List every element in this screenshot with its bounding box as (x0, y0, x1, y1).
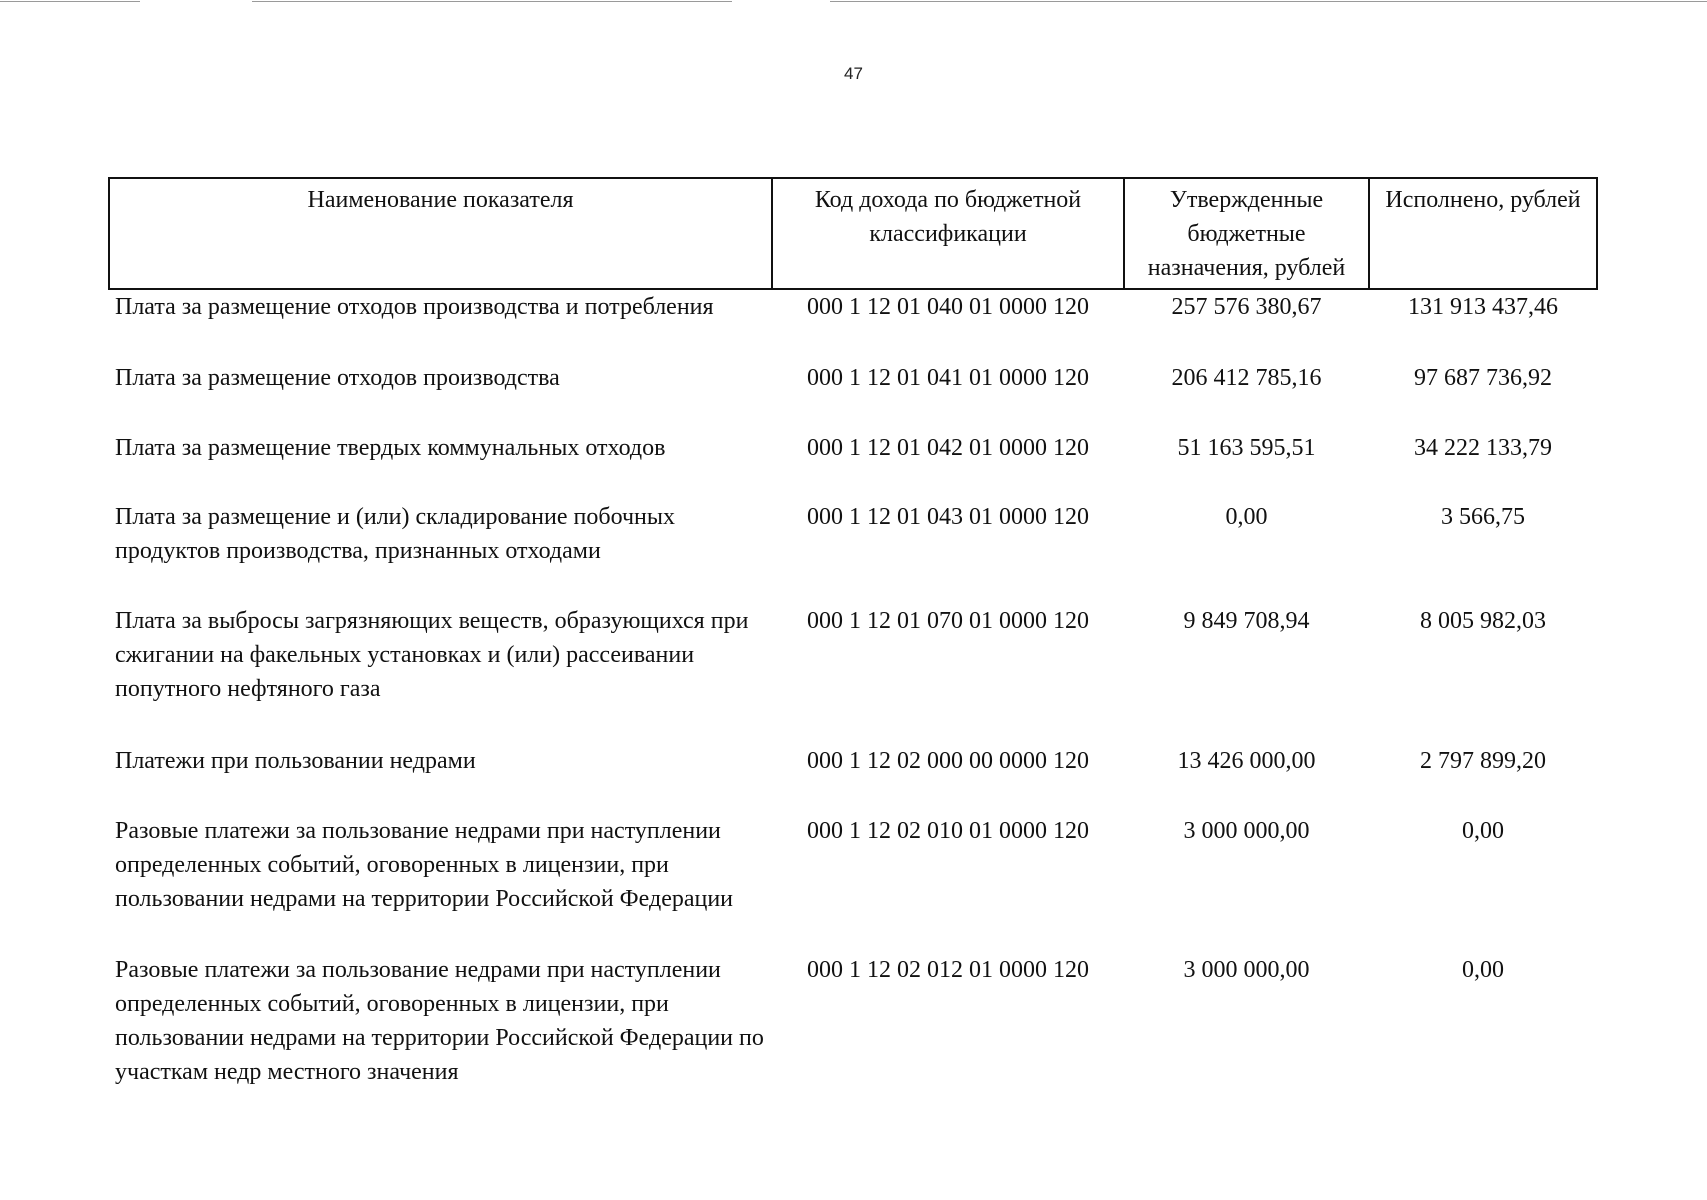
row-code: 000 1 12 01 043 01 0000 120 (807, 504, 1089, 530)
row-code: 000 1 12 01 042 01 0000 120 (807, 435, 1089, 461)
row-planned: 3 000 000,00 (1183, 957, 1310, 983)
row-planned: 206 412 785,16 (1171, 365, 1322, 391)
row-name: Платежи при пользовании недрами (115, 748, 476, 774)
table-row (109, 289, 1597, 361)
row-code: 000 1 12 02 012 01 0000 120 (807, 957, 1089, 983)
row-executed: 2 797 899,20 (1420, 748, 1546, 774)
row-executed: 8 005 982,03 (1420, 608, 1546, 634)
page-number: 47 (844, 64, 863, 83)
table-row (109, 361, 1597, 431)
table-row (109, 814, 1597, 953)
row-planned: 0,00 (1225, 504, 1268, 530)
row-code: 000 1 12 01 070 01 0000 120 (807, 608, 1089, 634)
row-name: Плата за размещение твердых коммунальных отходов (115, 435, 666, 461)
table-header (109, 178, 1597, 289)
row-planned: 13 426 000,00 (1177, 748, 1316, 774)
row-code: 000 1 12 01 040 01 0000 120 (807, 294, 1089, 320)
row-name: Разовые платежи за пользование недрами при наступлении определенных событий, оговоренных в лицензии, при пользовании недрами на территории Российской Федерации по участкам недр местного значения (115, 957, 764, 1085)
row-code: 000 1 12 02 010 01 0000 120 (807, 818, 1089, 844)
header-planned: Утвержденные бюджетные назначения, рублей (1124, 178, 1369, 289)
row-executed: 34 222 133,79 (1414, 435, 1552, 461)
row-executed: 131 913 437,46 (1408, 294, 1558, 320)
row-planned: 51 163 595,51 (1177, 435, 1316, 461)
header-executed: Исполнено, рублей (1369, 178, 1597, 289)
row-executed: 0,00 (1462, 818, 1504, 844)
scan-edge-line (830, 1, 1707, 2)
row-name: Плата за размещение и (или) складирование побочных продуктов производства, признанных отходами (115, 504, 675, 564)
table-row (109, 744, 1597, 814)
header-code: Код дохода по бюджетной классификации (772, 178, 1124, 289)
header-name: Наименование показателя (109, 178, 772, 289)
table-body (109, 289, 1597, 1123)
row-executed: 3 566,75 (1441, 504, 1525, 530)
row-planned: 257 576 380,67 (1171, 294, 1322, 320)
row-name: Плата за выбросы загрязняющих веществ, образующихся при сжигании на факельных установках и (или) рассеивании попутного нефтяного газа (115, 608, 749, 702)
row-code: 000 1 12 02 000 00 0000 120 (807, 748, 1089, 774)
row-name: Плата за размещение отходов производства (115, 365, 560, 391)
row-name: Разовые платежи за пользование недрами при наступлении определенных событий, оговоренных в лицензии, при пользовании недрами на территории Российской Федерации (115, 818, 734, 912)
revenue-table (108, 177, 1598, 1123)
row-executed: 97 687 736,92 (1414, 365, 1552, 391)
row-planned: 3 000 000,00 (1183, 818, 1310, 844)
row-executed: 0,00 (1462, 957, 1504, 983)
table-row (109, 953, 1597, 1123)
table-row (109, 431, 1597, 500)
scan-edge-line (252, 1, 732, 2)
scan-edge-line (0, 1, 140, 2)
row-name: Плата за размещение отходов производства и потребления (115, 294, 714, 320)
table-row (109, 500, 1597, 604)
row-code: 000 1 12 01 041 01 0000 120 (807, 365, 1089, 391)
row-planned: 9 849 708,94 (1183, 608, 1310, 634)
table-row (109, 604, 1597, 744)
